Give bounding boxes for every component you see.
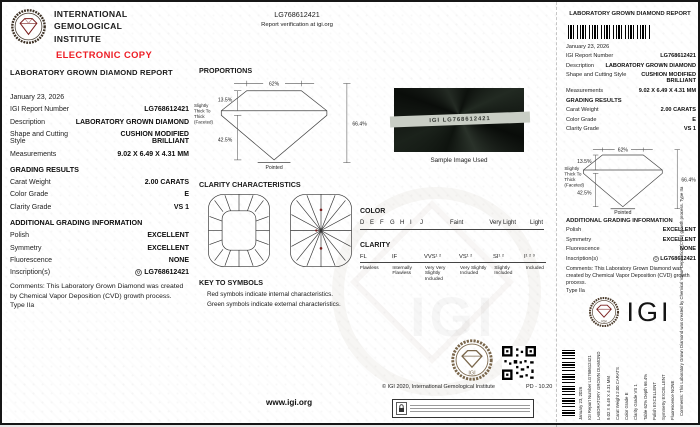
field-value: NONE <box>168 256 189 264</box>
field-label: Shape and Cutting Style <box>10 131 68 146</box>
field-label: IGI Report Number <box>566 53 614 60</box>
color-grade-letter: J <box>420 220 423 226</box>
field-label: Measurements <box>10 150 57 158</box>
crown-pct-label: 13.5% <box>577 159 592 166</box>
brand-block <box>10 8 189 45</box>
field-row <box>566 126 696 132</box>
qr-code <box>502 346 536 380</box>
rotated-line: Comments: This Laboratory Grown Diamond was created by Chemical Vapor Deposition (CVD) growth process. Type IIa <box>679 186 685 416</box>
igi-seal-logo-icon <box>10 8 47 45</box>
stub-title: LABORATORY GROWN DIAMOND REPORT <box>569 11 691 17</box>
clarity-grade: VS¹ ² <box>459 254 473 260</box>
report-title: LABORATORY GROWN DIAMOND REPORT <box>10 68 173 77</box>
stub-rotated-barcode <box>562 350 575 416</box>
igi-inscription-icon <box>653 256 659 262</box>
field-value: 9.02 X 6.49 X 4.31 MM <box>638 87 696 94</box>
print-code: PD - 10.20 <box>526 384 553 390</box>
pavilion-pct-label: 42.5% <box>217 137 233 144</box>
field-label: Color Grade <box>10 191 49 199</box>
field-value: VS 1 <box>683 126 696 133</box>
color-grade-letter: G <box>390 220 395 226</box>
clarity-grade: IF <box>392 254 398 260</box>
clarity-plot-pavilion <box>286 192 356 269</box>
key-to-symbols-title: KEY TO SYMBOLS <box>199 278 264 287</box>
clarity-grade: FL <box>360 254 367 260</box>
brand-line-2: GEMOLOGICAL <box>54 21 123 32</box>
inscription-value <box>653 256 696 262</box>
clarity-label: Very Very Slightly Included <box>424 265 446 282</box>
depth-pct-label: 66.4% <box>352 121 367 128</box>
additional-grading-header: ADDITIONAL GRADING INFORMATION <box>10 217 143 227</box>
left-panel <box>10 8 189 311</box>
disclaimer-text <box>410 403 530 414</box>
field-value: LG768612421 <box>660 53 696 60</box>
color-grade-letter: I <box>410 220 412 226</box>
key-to-symbols-text <box>207 290 341 310</box>
clarity-label: Included <box>525 265 544 271</box>
padlock-icon <box>396 402 407 415</box>
field-value: VS 1 <box>173 203 189 211</box>
crown-pct-label: 13.5% <box>217 97 233 104</box>
field-row <box>566 117 696 123</box>
key-internal-line: Red symbols indicate internal characteristics. <box>207 291 333 298</box>
field-row <box>566 227 696 233</box>
svg-text:IGI: IGI <box>468 370 476 377</box>
rotated-line: Symmetry EXCELLENT <box>660 374 666 420</box>
field-row <box>566 53 696 59</box>
field-label: Shape and Cutting Style <box>566 72 627 79</box>
field-row <box>10 257 189 264</box>
stub-additional-header: ADDITIONAL GRADING INFORMATION <box>566 218 673 224</box>
color-scale-title: COLOR <box>360 208 386 215</box>
clarity-grade: SI¹ ² <box>493 254 504 260</box>
field-value: E <box>184 191 189 199</box>
field-label: Inscription(s) <box>566 255 599 262</box>
field-value: EXCELLENT <box>662 236 696 243</box>
clarity-scale <box>360 242 546 283</box>
stub-date: January 23, 2026 <box>566 44 610 50</box>
igi-seal-logo-icon <box>588 296 620 328</box>
verification-block <box>234 10 360 28</box>
field-value: LG768612421 <box>144 106 189 114</box>
field-label: Polish <box>566 227 582 234</box>
inscription-row <box>10 269 189 276</box>
brand-line-3: INSTITUTE <box>54 33 102 44</box>
website-link[interactable]: www.igi.org <box>266 398 313 407</box>
report-date: January 23, 2026 <box>10 94 65 101</box>
rotated-line: Table 62% Depth 66.4% <box>642 373 648 420</box>
girdle-label-4: (Faceted) <box>194 119 213 125</box>
field-row <box>566 246 696 252</box>
stub-fields <box>566 44 696 132</box>
color-range-label: Very Light <box>489 220 517 226</box>
verification-report-number: LG768612421 <box>274 10 320 19</box>
electronic-copy-label: ELECTRONIC COPY <box>56 49 153 60</box>
igi-inscription-icon <box>135 269 142 276</box>
color-range-label: Faint <box>450 220 464 226</box>
girdle-label-2: Thick To <box>194 108 211 114</box>
color-grade-letter: H <box>400 220 405 226</box>
sample-image-caption: Sample Image Used <box>430 157 488 164</box>
field-row <box>10 245 189 252</box>
field-row <box>10 106 189 113</box>
field-row <box>10 179 189 186</box>
girdle-inscription-band: IGI LG768612421 <box>390 112 530 128</box>
clarity-label: Very Slightly Included <box>460 265 487 277</box>
field-label: Measurements <box>566 87 603 94</box>
proportions-title: PROPORTIONS <box>199 66 253 75</box>
field-label: Fluorescence <box>10 256 53 264</box>
clarity-plot-crown <box>206 192 272 269</box>
key-external-line: Green symbols indicate external characteristics. <box>207 300 341 308</box>
field-value: LABORATORY GROWN DIAMOND <box>605 62 696 69</box>
rotated-line: Carat Weight 2.00 CARATS <box>614 367 620 420</box>
pavilion-pct-label: 42.5% <box>577 190 592 197</box>
field-row <box>566 107 696 113</box>
field-value: CUSHION MODIFIED BRILLIANT <box>120 131 189 146</box>
svg-text:IGI: IGI <box>601 318 608 324</box>
girdle-label-2: Thick To <box>564 171 582 177</box>
clarity-plots <box>206 192 356 269</box>
field-row <box>566 237 696 243</box>
comments-text: Comments: This Laboratory Grown Diamond was created by Chemical Vapor Deposition (CVD) growth process. <box>10 283 184 300</box>
rotated-line: January 23, 2026 <box>578 386 583 420</box>
field-value: CUSHION MODIFIED BRILLIANT <box>641 72 696 85</box>
stub-logo-text: IGI <box>626 296 672 327</box>
rotated-line: LABORATORY GROWN DIAMOND <box>596 351 602 420</box>
inclusion-symbol <box>320 247 323 250</box>
stub-type-note: Type IIa <box>566 287 585 294</box>
field-label: Carat Weight <box>566 107 599 114</box>
field-label: Symmetry <box>566 236 592 243</box>
field-row <box>10 131 189 145</box>
rotated-line: Fluorescence NONE <box>670 380 676 420</box>
clarity-label: Internally Flawless <box>392 265 412 277</box>
table-pct-label: 62% <box>268 81 280 88</box>
inscription-row <box>566 256 696 262</box>
field-label: Clarity Grade <box>566 126 599 133</box>
stub-additional <box>566 218 696 295</box>
field-value: NONE <box>679 246 696 253</box>
proportions-diagram <box>194 76 376 171</box>
clarity-scale-title: CLARITY <box>360 242 391 249</box>
depth-pct-label: 66.4% <box>681 177 696 184</box>
color-range-label: Light <box>530 220 544 226</box>
stub-comments: Comments: This Laboratory Grown Diamond was created by Chemical Vapor Deposition (CVD) growth process. <box>566 265 690 287</box>
field-value: EXCELLENT <box>147 232 189 240</box>
perforation-line <box>556 2 557 427</box>
table-pct-label: 62% <box>617 147 628 154</box>
disclaimer-box <box>392 399 534 418</box>
clarity-scale-line <box>360 262 546 263</box>
inscription-number: LG768612421 <box>660 255 696 262</box>
field-label: Polish <box>10 232 30 240</box>
field-label: Description <box>10 118 46 126</box>
field-row <box>10 232 189 239</box>
field-row <box>10 119 189 126</box>
clarity-grade: I¹ ² ³ <box>524 254 535 260</box>
brand-name <box>54 8 127 44</box>
field-label: Description <box>566 62 594 69</box>
type-note: Type IIa <box>10 302 35 310</box>
color-grade-letter: D <box>360 220 365 226</box>
field-label: Symmetry <box>10 244 42 252</box>
field-label: Fluorescence <box>566 246 600 253</box>
copyright-text: © IGI 2020, International Gemological Institute <box>382 384 495 390</box>
color-scale <box>360 208 544 230</box>
grading-results-header: GRADING RESULTS <box>10 164 79 174</box>
field-label: Color Grade <box>566 116 597 123</box>
igi-stamp-seal-icon <box>450 338 494 382</box>
girdle-label-1: Slightly <box>194 103 209 109</box>
color-grade-letter: E <box>370 220 375 226</box>
field-label: IGI Report Number <box>10 106 70 114</box>
color-scale-grades <box>360 220 544 226</box>
field-value: 2.00 CARATS <box>144 178 189 186</box>
clarity-characteristics-title: CLARITY CHARACTERISTICS <box>199 180 301 189</box>
rotated-line: Clarity Grade VS 1 <box>633 384 639 420</box>
sample-photo <box>394 88 524 152</box>
field-label: Clarity Grade <box>10 203 52 211</box>
girdle-label-3: Thick <box>564 176 576 182</box>
rotated-line: 9.02 X 6.49 X 4.31 MM <box>605 376 611 420</box>
stub-panel <box>560 2 700 423</box>
field-row <box>10 204 189 211</box>
field-value: EXCELLENT <box>147 244 189 252</box>
inclusion-symbol <box>315 229 317 231</box>
field-label: Inscription(s) <box>10 269 51 277</box>
girdle-label-1: Slightly <box>564 165 580 171</box>
verification-text: Report verification at igi.org <box>261 22 333 28</box>
field-value: 9.02 X 6.49 X 4.31 MM <box>117 150 189 158</box>
field-label: Carat Weight <box>10 178 51 186</box>
stub-barcode <box>568 25 652 39</box>
brand-line-1: INTERNATIONAL <box>54 9 128 20</box>
field-value: E <box>692 116 696 123</box>
inscription-value <box>135 269 189 276</box>
field-row <box>10 191 189 198</box>
rotated-line: IGI Report Number LG768612421 <box>587 355 593 420</box>
field-value: LABORATORY GROWN DIAMOND <box>75 118 189 126</box>
inscription-number: LG768612421 <box>144 269 189 277</box>
girdle-label-4: (Faceted) <box>564 182 585 188</box>
clarity-label: Flawless <box>360 265 379 271</box>
culet-label: Pointed <box>265 165 283 171</box>
clarity-grade: VVS¹ ² <box>424 254 442 260</box>
rotated-line: Polish EXCELLENT <box>651 382 657 420</box>
clarity-label: Slightly Included <box>494 265 513 277</box>
field-value: EXCELLENT <box>662 227 696 234</box>
culet-label: Pointed <box>614 210 632 217</box>
color-scale-line <box>360 229 544 230</box>
girdle-label-3: Thick <box>194 114 205 120</box>
inclusion-symbol <box>320 209 323 212</box>
field-value: 2.00 CARATS <box>660 107 696 114</box>
rotated-line: Color Grade E <box>624 392 630 420</box>
stub-grading-header: GRADING RESULTS <box>566 98 622 105</box>
clarity-scale-grades <box>360 254 546 260</box>
field-row <box>566 72 696 84</box>
field-row <box>10 151 189 158</box>
clarity-scale-labels <box>360 266 546 283</box>
color-grade-letter: F <box>380 220 384 226</box>
field-row <box>566 88 696 94</box>
field-row <box>566 63 696 69</box>
